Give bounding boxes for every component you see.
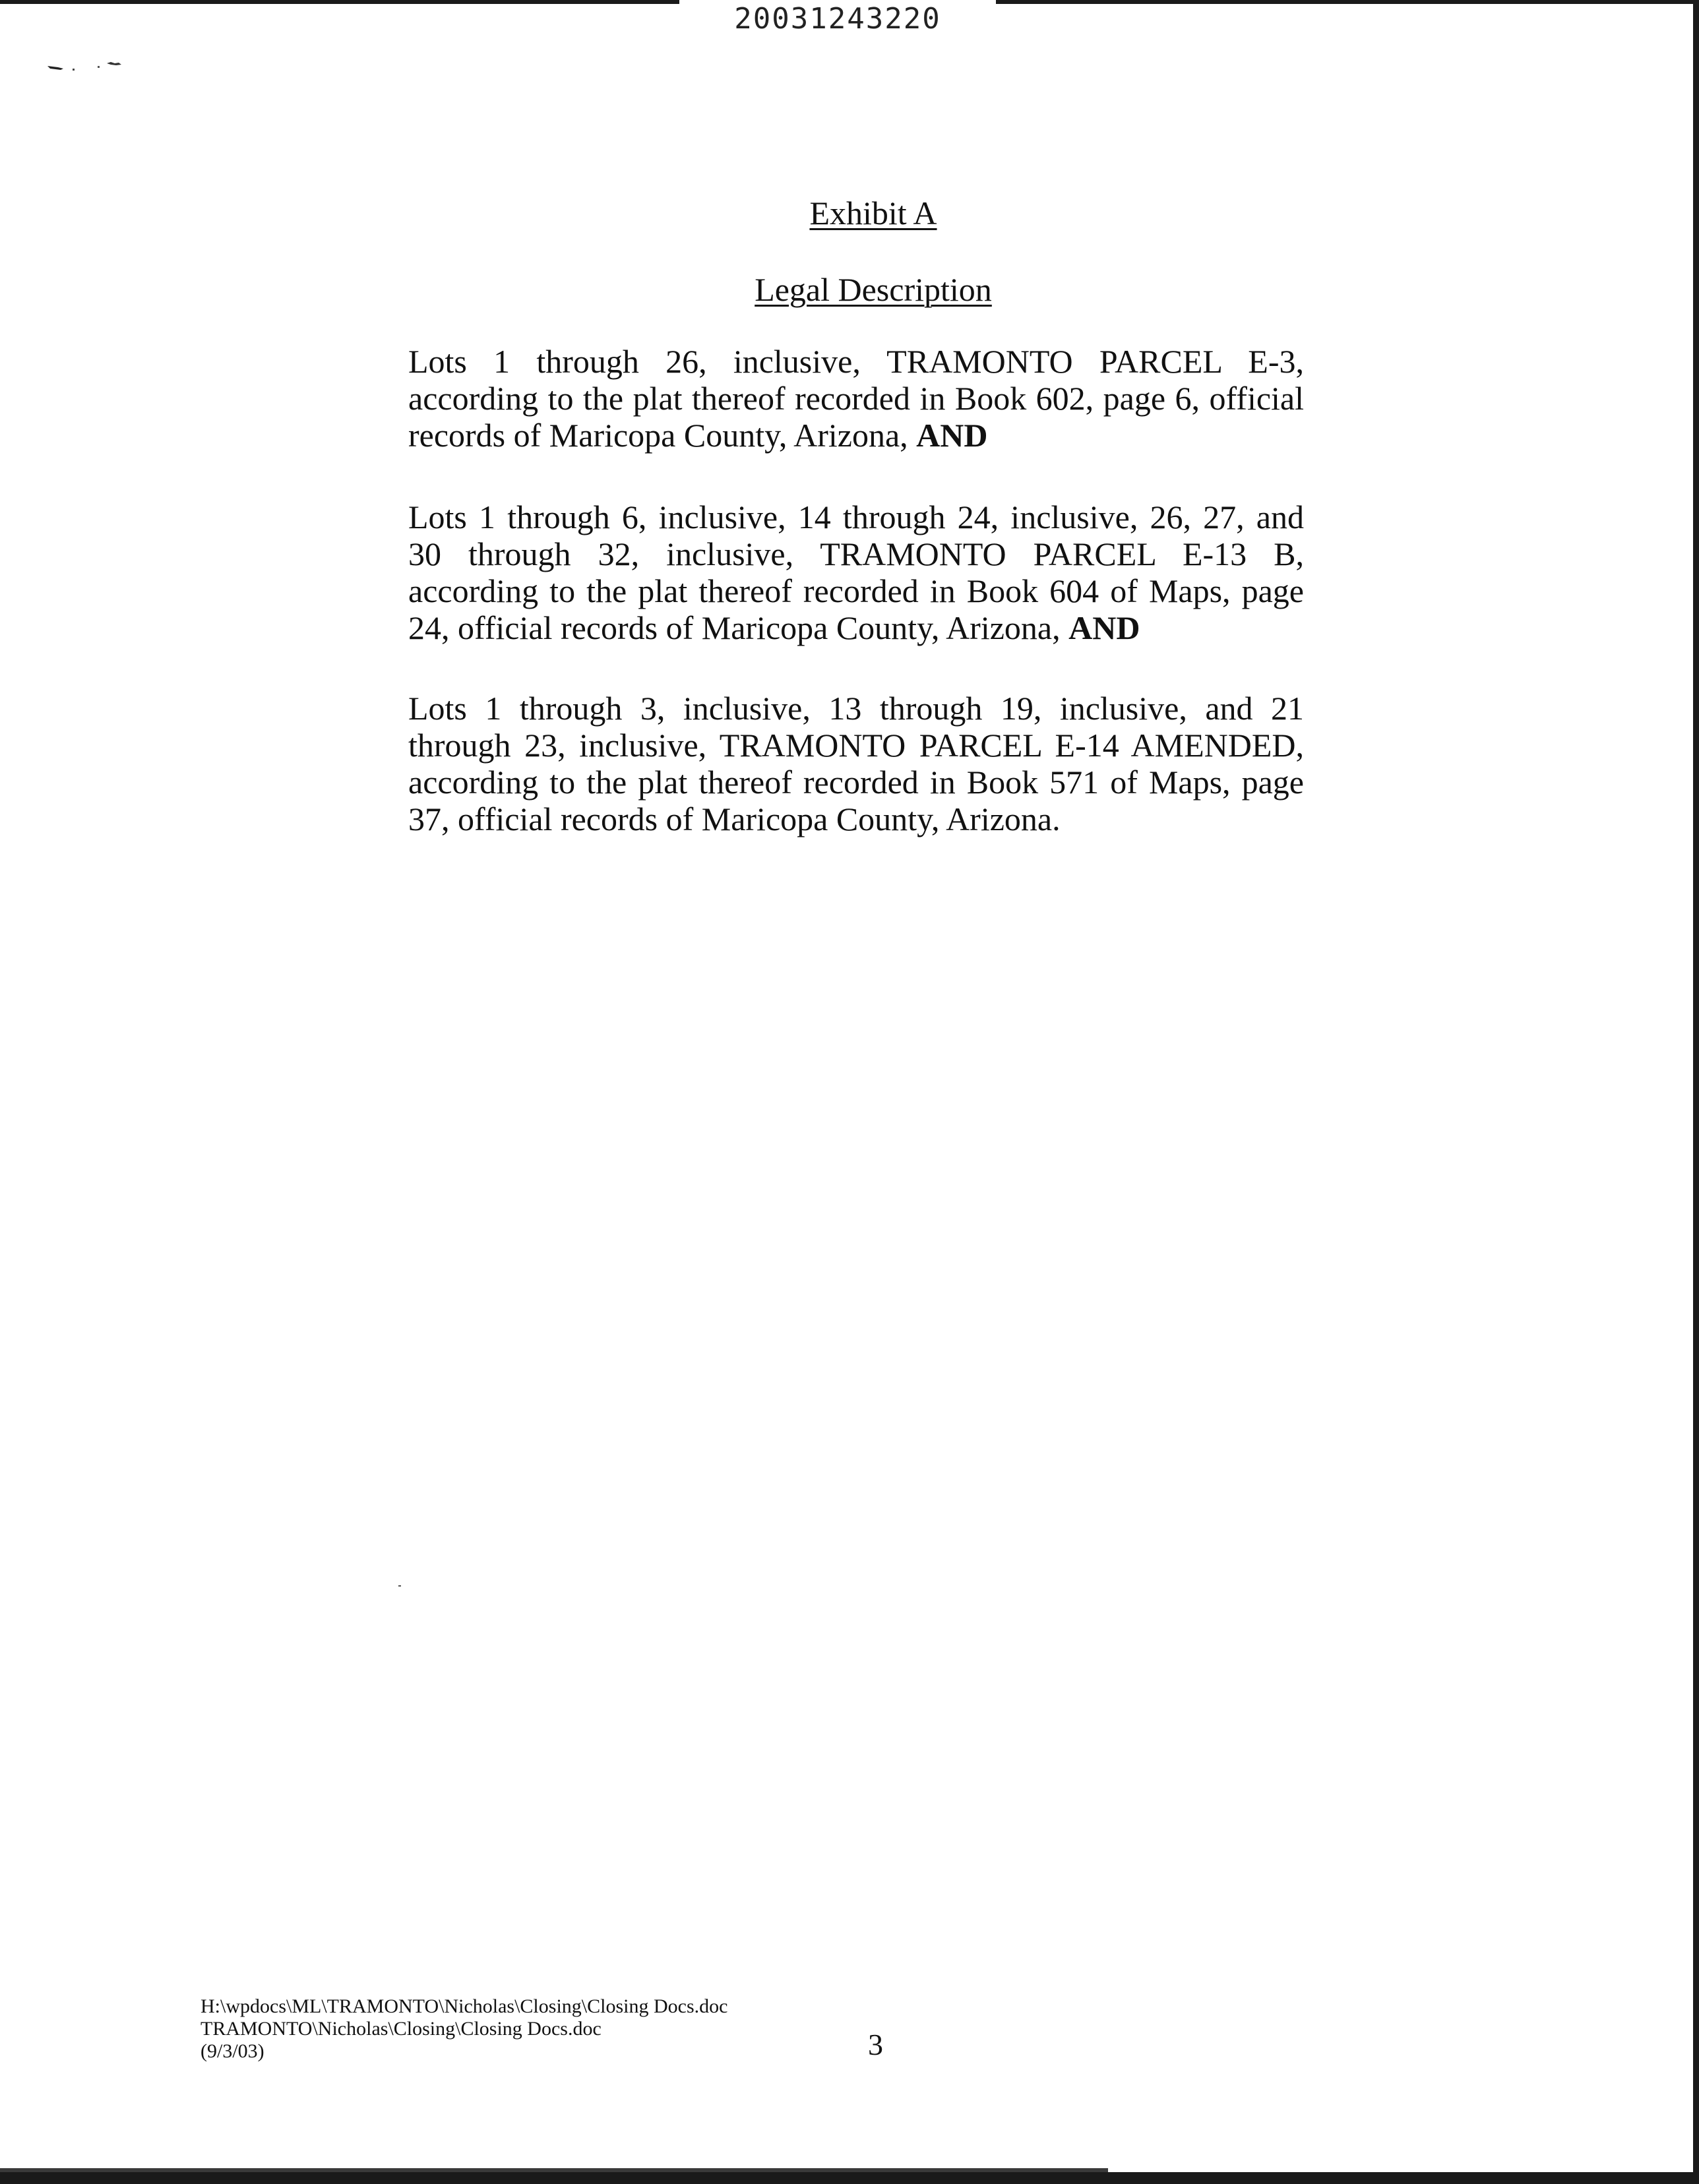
page-number: 3 bbox=[868, 2028, 883, 2061]
scan-top-border-right bbox=[996, 0, 1699, 4]
recording-number: 20031243220 bbox=[734, 2, 941, 36]
paragraph-conjunction: AND bbox=[1068, 609, 1140, 646]
legal-paragraph-parcel-e3 bbox=[408, 343, 1304, 454]
paragraph-text: Lots 1 through 26, inclusive, TRAMONTO PARCEL E-3, according to the plat thereof recorded in Book 602, page 6, official records of Maricopa County, Arizona, bbox=[408, 343, 1304, 454]
scan-bottom-border bbox=[0, 2172, 1699, 2184]
footer-path-line-2: TRAMONTO\Nicholas\Closing\Closing Docs.doc bbox=[201, 2018, 602, 2040]
paragraph-text: Lots 1 through 3, inclusive, 13 through 19, inclusive, and 21 through 23, inclusive, TRAMONTO PARCEL E-14 AMENDED, according to the plat thereof recorded in Book 571 of Maps, page 37, official records of Maricopa County, Arizona. bbox=[408, 690, 1304, 837]
scan-top-border-left bbox=[0, 0, 679, 4]
legal-paragraph-parcel-e14 bbox=[408, 690, 1304, 837]
footer-date: (9/3/03) bbox=[201, 2040, 264, 2062]
footer-path-line-1: H:\wpdocs\ML\TRAMONTO\Nicholas\Closing\Closing Docs.doc bbox=[201, 1995, 728, 2017]
exhibit-title: Exhibit A bbox=[809, 195, 937, 231]
legal-description-heading: Legal Description bbox=[755, 271, 992, 308]
scan-specks bbox=[46, 57, 178, 76]
scan-right-border bbox=[1693, 0, 1699, 2184]
scan-dot bbox=[398, 1585, 401, 1587]
paragraph-text: Lots 1 through 6, inclusive, 14 through 24, inclusive, 26, 27, and 30 through 32, inclusive, TRAMONTO PARCEL E-13 B, according to the plat thereof recorded in Book 604 of Maps, page 24, official records of Maricopa County, Arizona, bbox=[408, 499, 1304, 646]
footer-file-path bbox=[201, 1995, 727, 2063]
legal-paragraph-parcel-e13b bbox=[408, 499, 1304, 646]
paragraph-conjunction: AND bbox=[916, 417, 988, 454]
